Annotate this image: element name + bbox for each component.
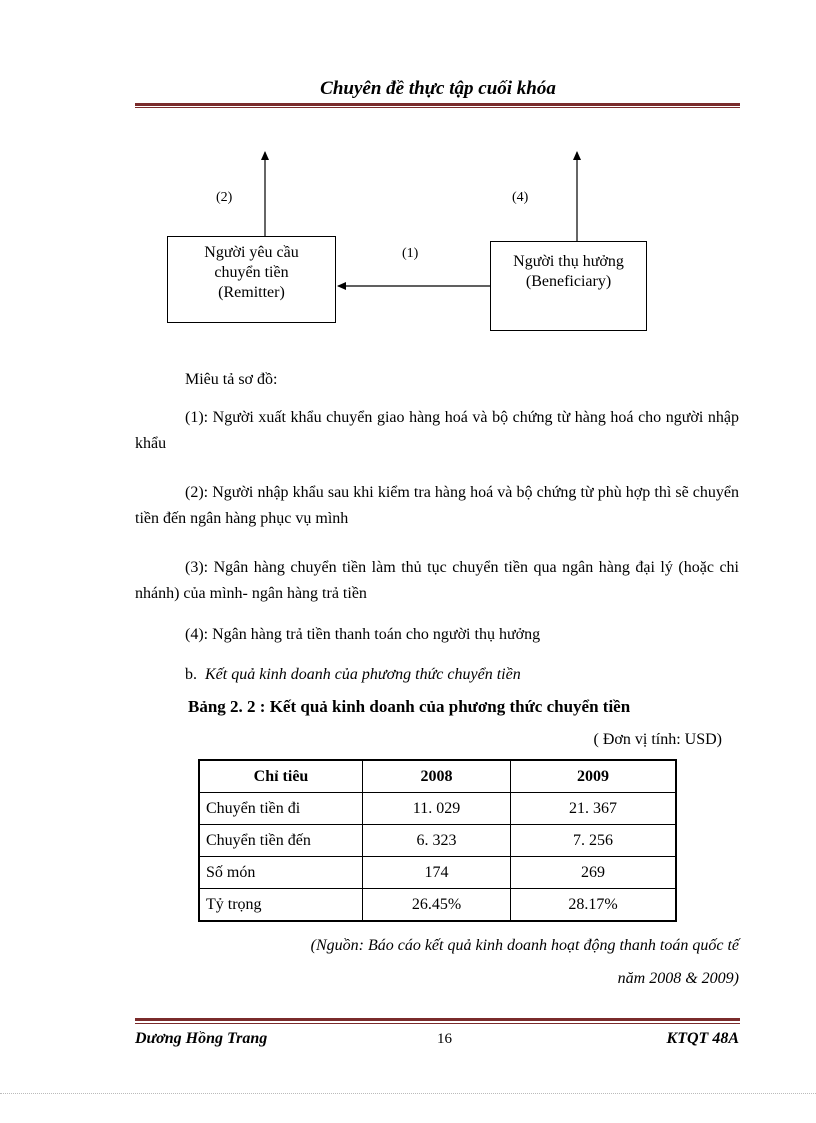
table-cell: 269 [511,857,677,889]
table-cell: 6. 323 [363,825,511,857]
diagram-label-1: (1) [402,246,419,261]
source-line-2: năm 2008 & 2009) [617,970,739,987]
remitter-line-2: chuyển tiền [214,264,289,281]
diagram-label-4: (4) [512,190,529,205]
source-line-1: (Nguồn: Báo cáo kết quả kinh doanh hoạt động thanh toán quốc tế [310,937,739,954]
header-cell: 2008 [363,760,511,793]
header-cell: Chỉ tiêu [199,760,363,793]
table-cell: 11. 029 [363,793,511,825]
footer-page-number: 16 [437,1031,452,1047]
subheading-b [185,662,739,688]
remitter-box [167,236,336,323]
beneficiary-line-1: Người thụ hưởng [513,253,624,270]
table-cell: 174 [363,857,511,889]
step-4-text: (4): Ngân hàng trả tiền thanh toán cho người thụ hưởng [185,626,541,643]
page-header-title: Chuyên đề thực tập cuối khóa [320,78,556,99]
table-cell: 7. 256 [511,825,677,857]
table-row [199,857,676,889]
table-cell: 28.17% [511,889,677,922]
remitter-line-3: (Remitter) [218,284,285,301]
beneficiary-box [490,241,647,331]
remitter-line-1: Người yêu cầu [204,244,299,261]
beneficiary-line-2: (Beneficiary) [525,273,612,290]
results-table [198,759,677,922]
table-row [199,825,676,857]
flow-diagram-arrows [0,0,816,360]
step-1-text: (1): Người xuất khẩu chuyển giao hàng hoá và bộ chứng từ hàng hoá cho người nhập khẩu [135,409,739,452]
table-cell: Chuyển tiền đến [199,825,363,857]
table-unit: ( Đơn vị tính: USD) [593,731,722,748]
step-2-text: (2): Người nhập khẩu sau khi kiểm tra hàng hoá và bộ chứng từ phù hợp thì sẽ chuyển tiền đến ngân hàng phục vụ mình [135,484,739,527]
table-header-row [199,760,676,793]
page-bottom-divider [0,1093,816,1094]
footer-class: KTQT 48A [666,1030,739,1047]
description-heading: Miêu tả sơ đồ: [185,371,278,388]
footer-author: Dương Hồng Trang [135,1030,268,1047]
table-cell: Số món [199,857,363,889]
footer-rule-thick [135,1018,740,1021]
subheading-prefix: b. [185,666,197,683]
table-cell: 21. 367 [511,793,677,825]
table-row [199,793,676,825]
table-cell: Tỷ trọng [199,889,363,922]
table-cell: Chuyển tiền đi [199,793,363,825]
table-cell: 26.45% [363,889,511,922]
diagram-label-2: (2) [216,190,233,205]
subheading-text: Kết quả kinh doanh của phương thức chuyển tiền [205,666,521,683]
step-3-text: (3): Ngân hàng chuyển tiền làm thủ tục chuyển tiền qua ngân hàng đại lý (hoặc chi nhánh) của mình- ngân hàng trả tiền [135,559,739,602]
table-caption: Bảng 2. 2 : Kết quả kinh doanh của phương thức chuyển tiền [188,697,631,716]
header-cell: 2009 [511,760,677,793]
footer-rule-thin [135,1023,740,1024]
table-row [199,889,676,922]
